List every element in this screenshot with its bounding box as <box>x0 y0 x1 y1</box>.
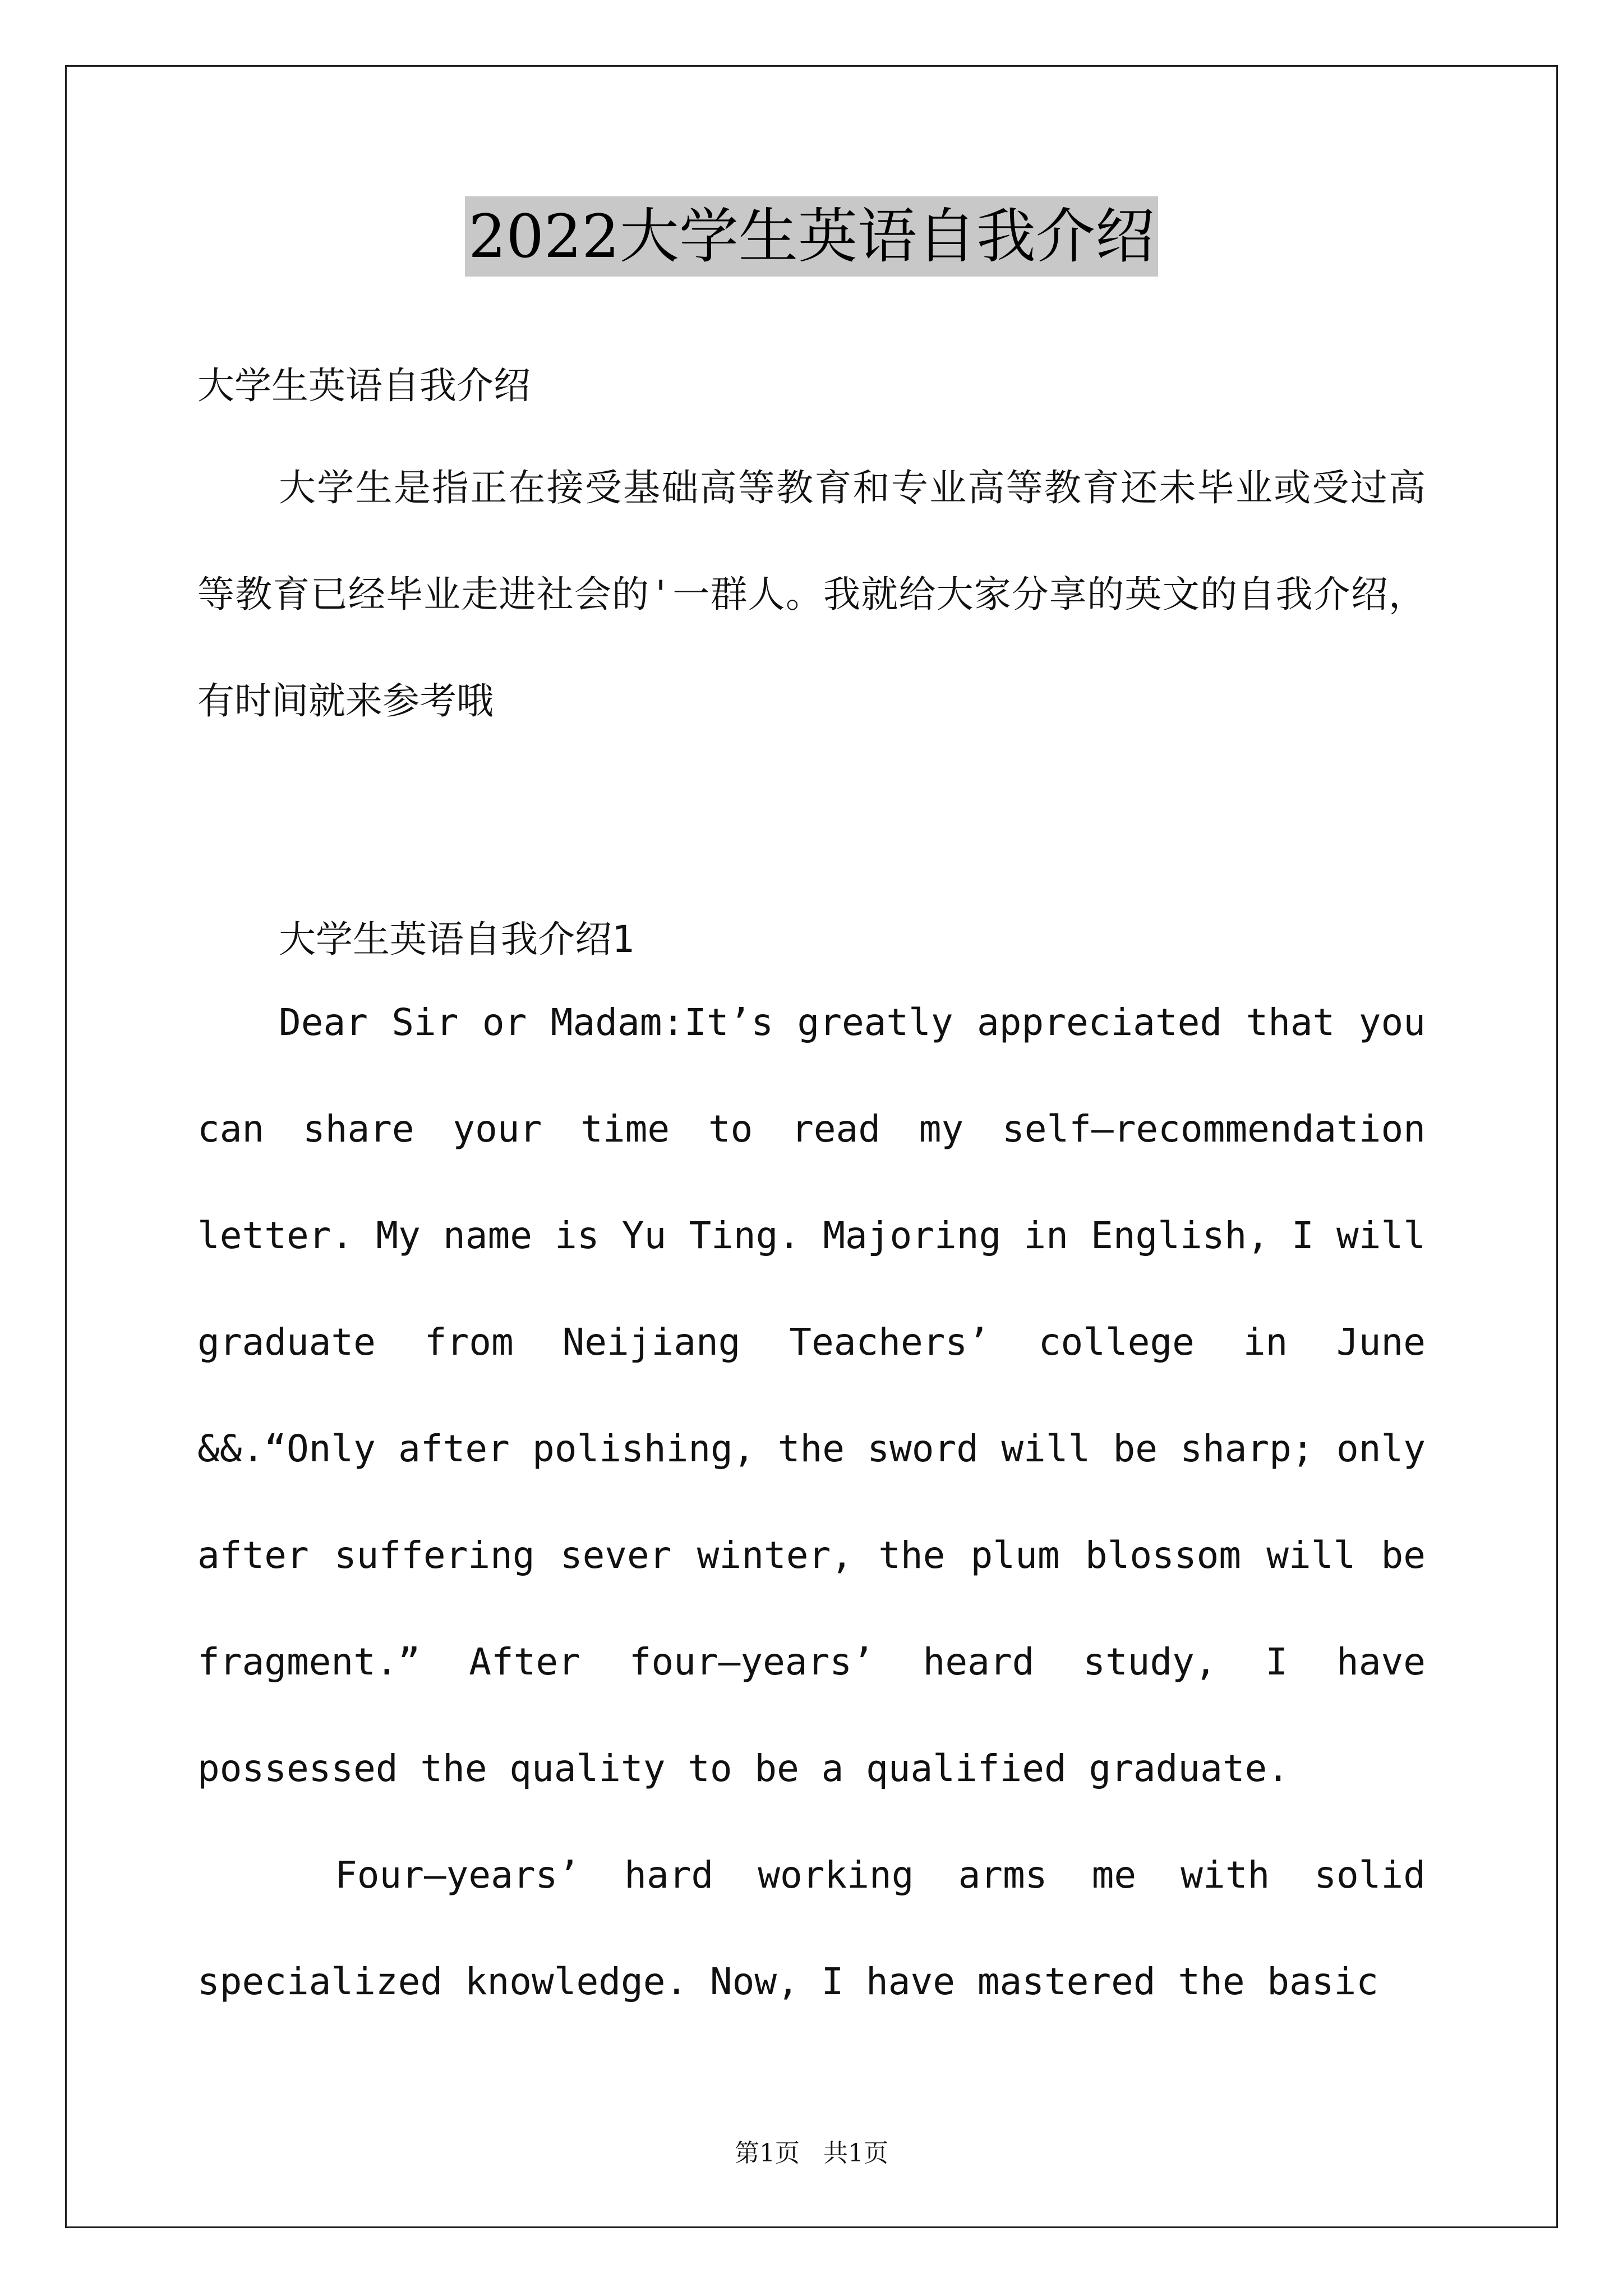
letter-paragraph-1: Dear Sir or Madam:It’s greatly appreciated that you can share your time to read my self—recommendation letter. My name is Yu Ting. Majoring in English, I will graduate from Neijiang Teachers’ college in June &&.“Only after polishing, the sword will be sharp; only after suffering sever winter, the plum blossom will be fragment.” After four—years’ heard study, I have possessed the quality to be a qualified graduate. <box>197 1001 1426 1790</box>
section-title: 大学生英语自我介绍1 <box>279 918 634 961</box>
letter-paragraph-2: Four—years’ hard working arms me with solid specialized knowledge. Now, I have mastered the basic <box>197 1853 1426 2003</box>
document-heading: 大学生英语自我介绍 <box>197 364 531 407</box>
document-title: 2022大学生英语自我介绍 <box>465 196 1158 277</box>
title-container <box>0 196 1623 277</box>
intro-paragraph: 大学生是指正在接受基础高等教育和专业高等教育还未毕业或受过高等教育已经毕业走进社会的'一群人。我就给大家分享的英文的自我介绍，有时间就来参考哦 <box>197 466 1426 723</box>
page-number: 第1页 共1页 <box>735 2139 888 2168</box>
